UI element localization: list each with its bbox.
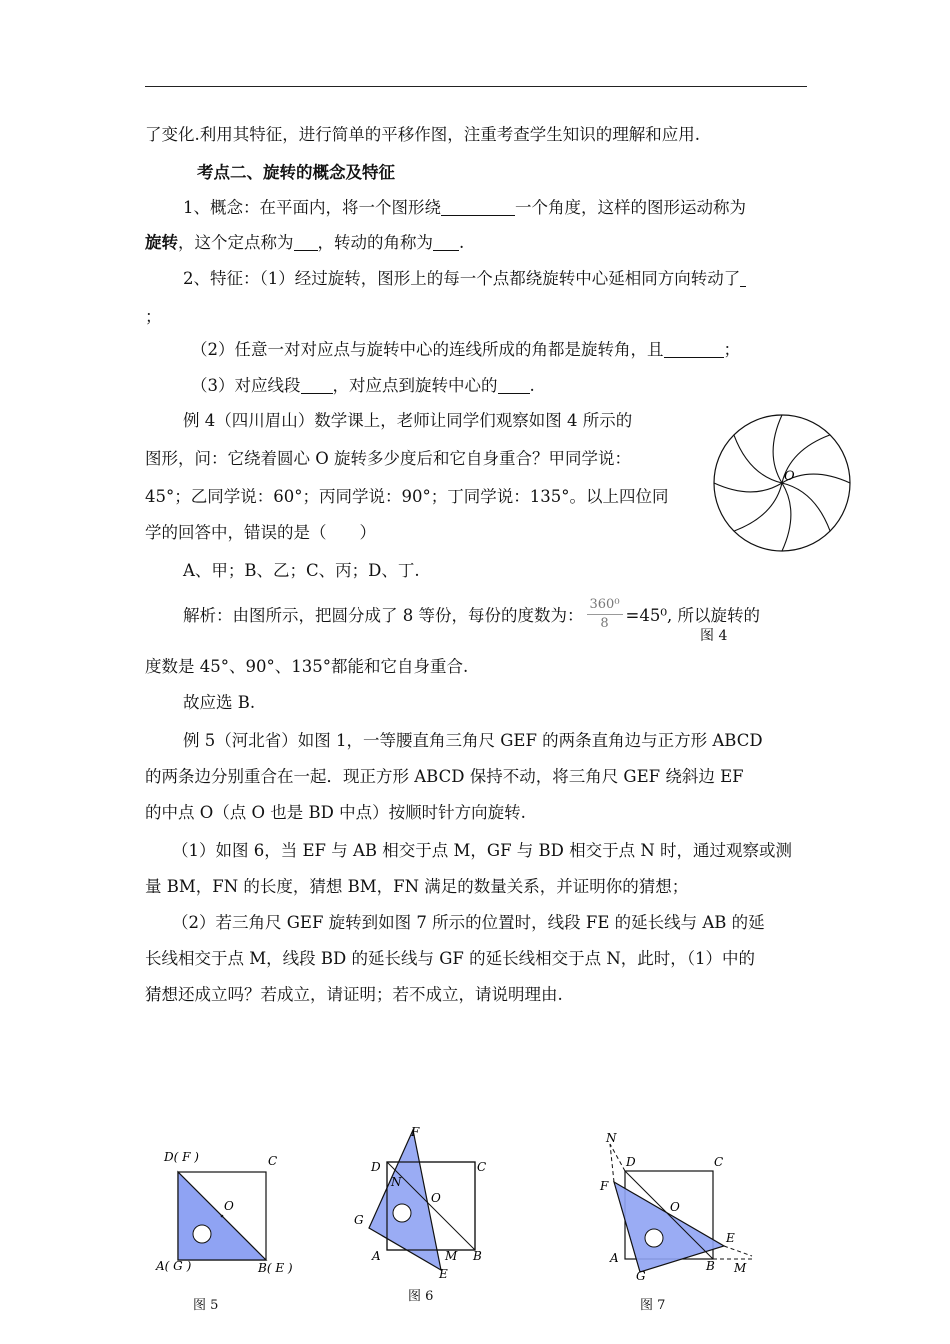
point-o <box>221 1215 224 1218</box>
example4-analysis: 解析：由图所示，把圆分成了 8 等份，每份的度数为： $\frac{\text{360⁰}}{8}$ =45⁰, 所以旋转的 <box>183 597 760 631</box>
example5-line-3: 的中点 O（点 O 也是 BD 中点）按顺时针方向旋转. <box>145 803 526 822</box>
example4-analysis-line-2: 度数是 45°、90°、135°都能和它自身重合. <box>145 657 469 676</box>
figure-7 <box>592 1126 767 1286</box>
label-n: N <box>606 1131 617 1145</box>
label-b: B( E ) <box>258 1261 293 1275</box>
example5-q2-line-3: 猜想还成立吗？若成立，请证明；若不成立，请说明理由. <box>145 985 563 1004</box>
label-a: A( G ) <box>156 1259 192 1273</box>
label-g: G <box>636 1269 646 1283</box>
label-f: F <box>411 1125 420 1139</box>
example5-q1-line-2: 量 BM，FN 的长度，猜想 BM，FN 满足的数量关系，并证明你的猜想； <box>145 877 689 896</box>
label-a: A <box>372 1249 381 1263</box>
figure-7-caption: 图 7 <box>640 1298 666 1313</box>
example5-q1-line-1: （1）如图 6，当 EF 与 AB 相交于点 M，GF 与 BD 相交于点 N 时，通过观察或测 <box>172 841 793 860</box>
label-g: G <box>354 1213 364 1227</box>
label-m: M <box>445 1249 458 1263</box>
spoke <box>714 483 782 492</box>
label-c: C <box>477 1160 487 1174</box>
blank-distance[interactable] <box>498 377 530 394</box>
blank-center-name[interactable] <box>294 234 318 251</box>
label-d: D <box>371 1160 381 1174</box>
figure-5 <box>150 1140 310 1280</box>
center-label-o: O <box>784 469 795 484</box>
concept-line-1: 1、概念：在平面内，将一个图形绕 一个角度，这样的图形运动称为 <box>183 198 746 217</box>
spoke <box>773 415 782 483</box>
spoke <box>782 483 791 551</box>
header-rule <box>145 86 807 87</box>
example4-answer: 故应选 B. <box>183 693 256 712</box>
figure-4-caption: 图 4 <box>700 628 728 644</box>
example4-line-1: 例 4（四川眉山）数学课上，老师让同学们观察如图 4 所示的 <box>183 411 633 430</box>
spoke <box>734 483 782 531</box>
label-o: O <box>224 1199 234 1213</box>
curved-spokes <box>714 415 850 551</box>
fraction-360-over-8: $\frac{\text{360⁰}}{8}$ <box>587 596 623 633</box>
spoke <box>734 435 782 483</box>
blank-feature-1[interactable] <box>740 270 746 287</box>
label-d: D <box>626 1155 636 1169</box>
blank-segments[interactable] <box>301 377 333 394</box>
feature-line-3: （3）对应线段 ，对应点到旋转中心的 . <box>191 376 535 395</box>
blank-feature-2[interactable] <box>664 341 724 358</box>
feature-line-2: （2）任意一对对应点与旋转中心的连线所成的角都是旋转角，且 ； <box>191 340 740 359</box>
example4-line-3: 45°；乙同学说：60°；丙同学说：90°；丁同学说：135°。以上四位同 <box>145 487 669 506</box>
figure-5-caption: 图 5 <box>193 1298 219 1313</box>
figure-6 <box>345 1120 505 1280</box>
figure-6-caption: 图 6 <box>408 1289 434 1304</box>
feature-line-1-end: ； <box>145 307 162 326</box>
feature-line-1: 2、特征：（1）经过旋转，图形上的每一个点都绕旋转中心延相同方向转动了 <box>183 268 807 290</box>
figure-4-pinwheel <box>704 414 860 560</box>
label-c: C <box>714 1155 724 1169</box>
section-title: 考点二、旋转的概念及特征 <box>197 163 395 182</box>
label-b: B <box>706 1259 715 1273</box>
label-o: O <box>431 1191 441 1205</box>
label-e: E <box>726 1231 735 1245</box>
label-e: E <box>439 1267 448 1280</box>
label-m: M <box>734 1261 747 1275</box>
label-n: N <box>391 1175 402 1189</box>
label-o: O <box>670 1200 680 1214</box>
example5-q2-line-2: 长线相交于点 M，线段 BD 的延长线与 GF 的延长线相交于点 N，此时，（1）中的 <box>145 949 756 968</box>
concept-line-2: 旋转，这个定点称为 ，转动的角称为 . <box>145 233 465 252</box>
blank-rotation-center[interactable] <box>441 199 515 216</box>
label-a: A <box>610 1251 619 1265</box>
example4-options: A、甲；B、乙；C、丙；D、丁. <box>183 561 420 580</box>
label-b: B <box>473 1249 482 1263</box>
example4-line-2: 图形，问：它绕着圆心 O 旋转多少度后和它自身重合？甲同学说： <box>145 449 632 468</box>
triangle-hole <box>393 1204 411 1222</box>
example5-q2-line-1: （2）若三角尺 GEF 旋转到如图 7 所示的位置时，线段 FE 的延长线与 AB 的延 <box>172 913 765 932</box>
example4-line-4: 学的回答中，错误的是（ ） <box>145 523 376 542</box>
spoke <box>782 483 830 531</box>
paragraph-line: 了变化.利用其特征，进行简单的平移作图，注重考查学生知识的理解和应用. <box>145 125 700 144</box>
label-d: D( F ) <box>164 1150 199 1164</box>
triangle-hole <box>193 1225 211 1243</box>
label-c: C <box>268 1154 278 1168</box>
blank-angle-name[interactable] <box>433 234 459 251</box>
extension-fe <box>724 1246 752 1256</box>
label-f: F <box>600 1179 609 1193</box>
triangle-hole <box>645 1229 663 1247</box>
example5-line-2: 的两条边分别重合在一起．现正方形 ABCD 保持不动，将三角尺 GEF 绕斜边 EF <box>145 767 744 786</box>
example5-line-1: 例 5（河北省）如图 1，一等腰直角三角尺 GEF 的两条直角边与正方形 ABCD <box>183 731 763 750</box>
